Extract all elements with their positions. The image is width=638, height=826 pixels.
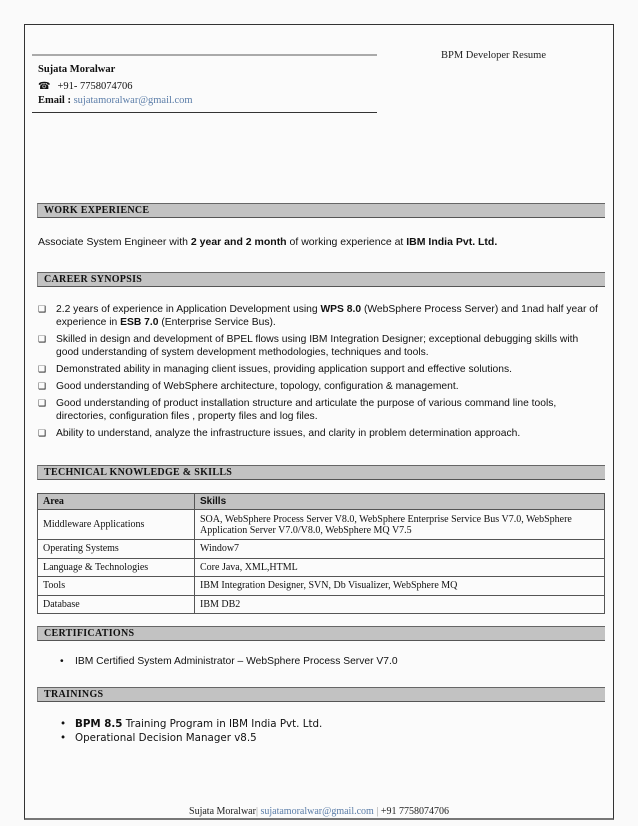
candidate-name: Sujata Moralwar [38,64,116,75]
certifications-list [60,655,398,669]
item-text: Good understanding of product installation structure and articulate the purpose of various command line tools, directories, configuration files , property files and log files. [56,398,557,422]
item-bold: BPM 8.5 [75,718,123,730]
checkbox-bullet-icon: ❑ [38,381,47,391]
item-bold: WPS 8.0 [320,304,362,315]
bullet-dot-icon: • [60,718,67,730]
work-duration: 2 year and 2 month [190,236,287,248]
skills-cell: Core Java, XML,HTML [195,558,605,577]
section-header-work-experience: WORK EXPERIENCE [37,203,605,218]
email-link[interactable]: sujatamoralwar@gmail.com [73,95,193,106]
area-cell: Tools [38,577,195,596]
area-cell: Operating Systems [38,540,195,559]
footer-email-link[interactable]: sujatamoralwar@gmail.com [260,806,374,817]
work-company: IBM India Pvt. Ltd. [406,236,498,248]
career-synopsis-list [38,303,598,444]
checkbox-bullet-icon: ❑ [38,428,47,438]
table-header-row [38,494,605,510]
telephone-icon: ☎ [38,81,51,92]
checkbox-bullet-icon: ❑ [38,304,47,314]
checkbox-bullet-icon: ❑ [38,334,47,344]
phone-number: +91- 7758074706 [57,81,133,92]
skills-cell: Window7 [195,540,605,559]
list-item [38,303,598,329]
footer-name: Sujata Moralwar [189,806,256,817]
bullet-dot-icon: • [60,656,64,667]
item-text: Good understanding of WebSphere architecture, topology, configuration & management. [56,381,459,392]
checkbox-bullet-icon: ❑ [38,398,47,408]
item-text: Skilled in design and development of BPEL flows using IBM Integration Designer; exceptional debugging skills with good understanding of system development methodologies, techniques and tools. [56,334,579,358]
section-header-technical-skills: TECHNICAL KNOWLEDGE & SKILLS [37,465,605,480]
section-header-trainings: TRAININGS [37,687,605,702]
list-item [38,427,598,440]
item-text: (Enterprise Service Bus). [158,317,276,328]
item-text: Training Program in IBM India Pvt. Ltd. [122,718,323,730]
table-row [38,540,605,559]
list-item [60,717,322,731]
work-text: of working experience at [286,236,407,248]
skills-table [37,493,605,614]
table-row [38,558,605,577]
area-cell: Database [38,595,195,614]
skills-cell: SOA, WebSphere Process Server V8.0, WebSphere Enterprise Service Bus V7.0, WebSphere Application Server V7.0/V8.0, WebSphere MQ V7.5 [195,510,605,540]
list-item [38,380,598,393]
section-header-career-synopsis: CAREER SYNOPSIS [37,272,605,287]
skills-cell: IBM Integration Designer, SVN, Db Visualizer, WebSphere MQ [195,577,605,596]
email-label: Email : [38,95,71,106]
trainings-list [60,717,322,745]
section-header-certifications: CERTIFICATIONS [37,626,605,641]
work-text: Associate System Engineer with [38,236,191,248]
bullet-dot-icon: • [60,732,67,744]
item-text: (WebSphere Process Server) and 1nad half year of experience in [56,304,598,328]
item-text: IBM Certified System Administrator – WebSphere Process Server V7.0 [75,656,398,667]
phone-row [38,81,133,92]
footer-phone: +91 7758074706 [380,806,449,817]
table-row [38,577,605,596]
list-item [38,333,598,359]
footer-separator: | [376,806,379,817]
column-header-skills: Skills [195,494,605,510]
item-text: Operational Decision Manager v8.5 [75,732,257,744]
checkbox-bullet-icon: ❑ [38,364,47,374]
column-header-area: Area [38,494,195,510]
item-text: Ability to understand, analyze the infrastructure issues, and clarity in problem determination approach. [56,428,521,439]
area-cell: Middleware Applications [38,510,195,540]
document-title: BPM Developer Resume [441,50,546,61]
header-top-rule [32,54,377,56]
list-item [38,397,598,423]
email-row [38,95,193,106]
header-bottom-rule [32,112,377,113]
list-item [60,655,398,669]
skills-cell: IBM DB2 [195,595,605,614]
page-footer [0,806,638,817]
list-item [60,731,322,745]
table-row [38,595,605,614]
footer-separator: | [255,806,258,817]
table-row [38,510,605,540]
item-bold: ESB 7.0 [120,317,159,328]
area-cell: Language & Technologies [38,558,195,577]
work-experience-summary [38,236,497,248]
item-text: 2.2 years of experience in Application Development using [56,304,321,315]
list-item [38,363,598,376]
item-text: Demonstrated ability in managing client issues, providing application support and effective solutions. [56,364,512,375]
